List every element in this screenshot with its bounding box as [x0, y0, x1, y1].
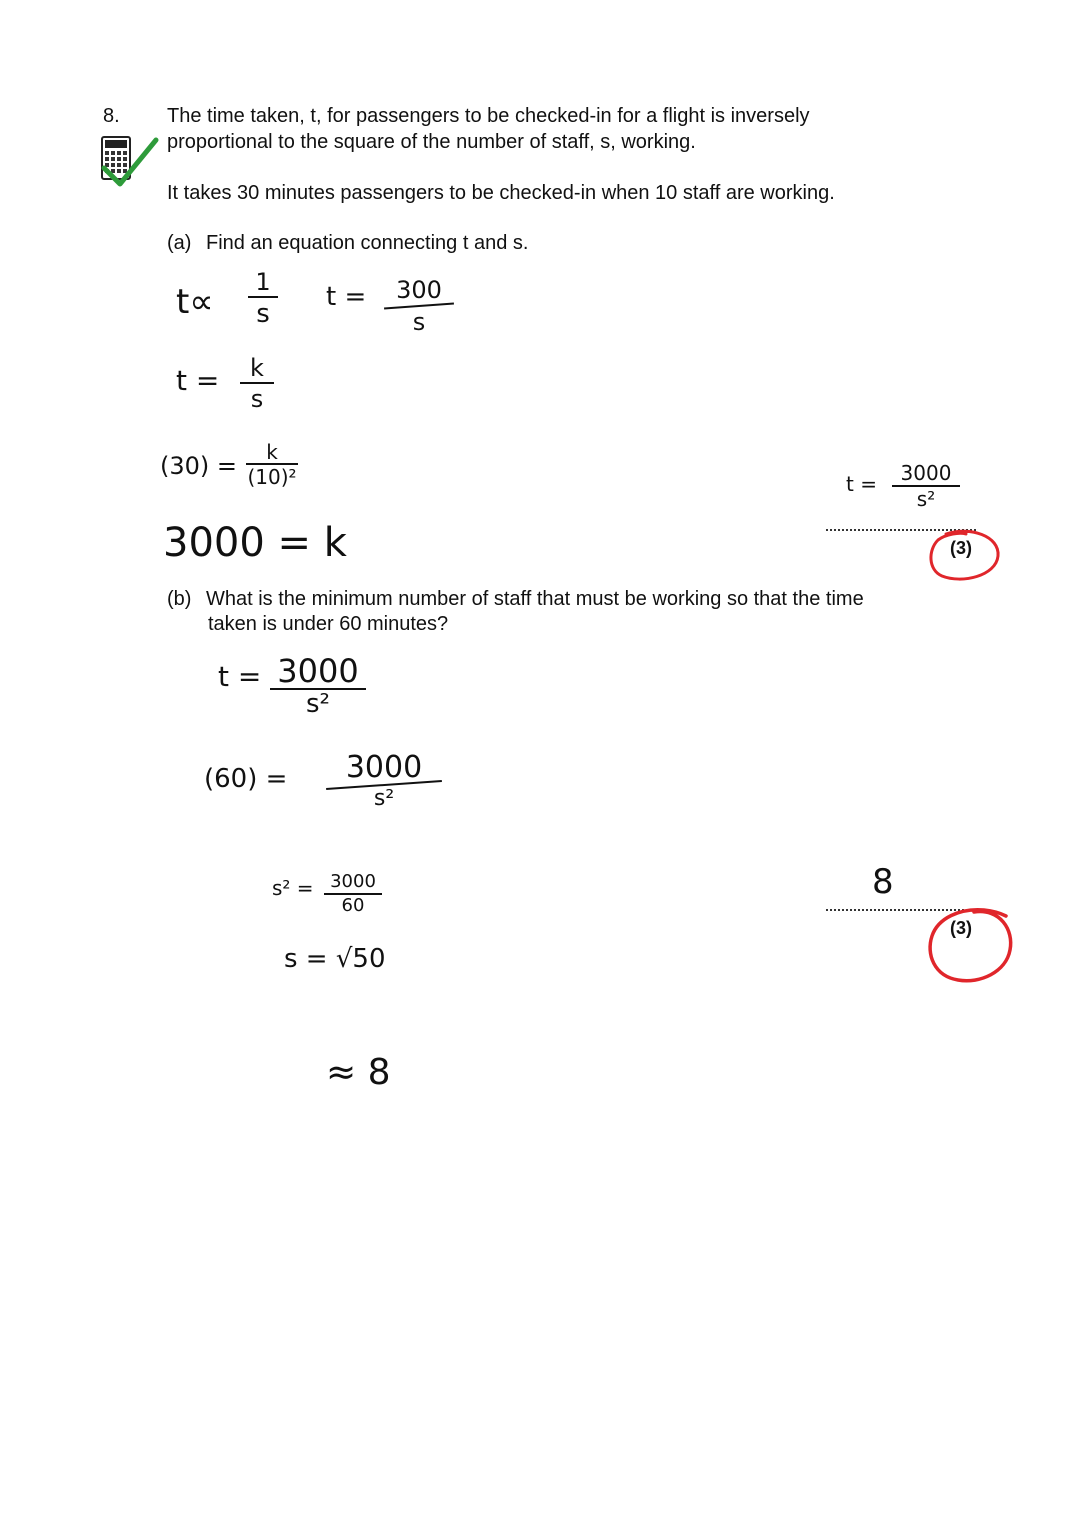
- hw-a-line1-den: s: [256, 299, 270, 329]
- question-stem-line2: proportional to the square of the number of staff, s, working.: [167, 131, 696, 153]
- hw-b-line3-den: 60: [341, 895, 365, 916]
- hw-a-line3-num: k: [266, 440, 278, 464]
- hw-b-line5: ≈ 8: [326, 1052, 391, 1093]
- hw-b-line3-frac: [318, 872, 388, 916]
- hw-b-line1-left: t =: [218, 660, 262, 693]
- answer-a-num: 3000: [900, 461, 952, 485]
- question-number: 8.: [103, 105, 120, 127]
- question-info: It takes 30 minutes passengers to be checked-in when 10 staff are working.: [167, 182, 835, 204]
- hw-b-line1-frac: [266, 654, 370, 718]
- hw-a-line2-den: s: [250, 385, 264, 413]
- part-a-marks: (3): [950, 538, 972, 558]
- marks-b-circle: [922, 902, 1016, 986]
- part-b-text-line1: What is the minimum number of staff that must be working so that the time: [206, 588, 864, 610]
- tick-icon: [100, 136, 160, 188]
- hw-a-line1-right-frac: [384, 277, 454, 335]
- hw-a-line1-right: t =: [326, 282, 367, 312]
- question-stem-line1: The time taken, t, for passengers to be checked-in for a flight is inversely: [167, 105, 810, 127]
- hw-a-line3-den: (10)²: [247, 465, 297, 489]
- hw-b-line2-frac: [322, 752, 446, 812]
- part-a-text: Find an equation connecting t and s.: [206, 232, 529, 254]
- answer-a-frac: [886, 462, 966, 510]
- hw-a-line1-right-den: s: [412, 308, 426, 336]
- hw-a-line2-left: t =: [176, 364, 220, 397]
- hw-b-line2-num: 3000: [345, 750, 423, 785]
- part-b-label: (b): [167, 588, 192, 610]
- hw-a-line1-right-num: 300: [396, 276, 442, 304]
- part-b-marks: (3): [950, 918, 972, 938]
- hw-b-line2-den: s²: [373, 786, 395, 811]
- hw-b-line1-den: s²: [306, 689, 330, 719]
- hw-a-line2-frac: [240, 356, 274, 412]
- hw-a-line3-left: (30) =: [160, 452, 238, 480]
- hw-b-line3-num: 3000: [330, 871, 376, 892]
- hw-a-line1-left: t∝: [176, 282, 214, 322]
- hw-a-line3-frac: [236, 442, 308, 488]
- answer-b: 8: [872, 862, 894, 902]
- hw-b-line2-left: (60) =: [204, 764, 288, 794]
- hw-a-line1-num: 1: [255, 268, 271, 296]
- answer-a-left: t =: [846, 472, 877, 496]
- hw-a-line2-num: k: [250, 354, 264, 382]
- hw-b-line4: s = √50: [284, 944, 386, 974]
- answer-a-den: s²: [916, 487, 936, 511]
- hw-a-line4: 3000 = k: [163, 520, 347, 566]
- hw-a-line1-frac: [248, 270, 278, 328]
- marks-a-circle: [926, 528, 1002, 584]
- hw-b-line1-num: 3000: [277, 652, 359, 690]
- hw-b-line3-left: s² =: [272, 876, 314, 900]
- part-a-label: (a): [167, 232, 192, 254]
- part-b-text-line2: taken is under 60 minutes?: [208, 613, 449, 635]
